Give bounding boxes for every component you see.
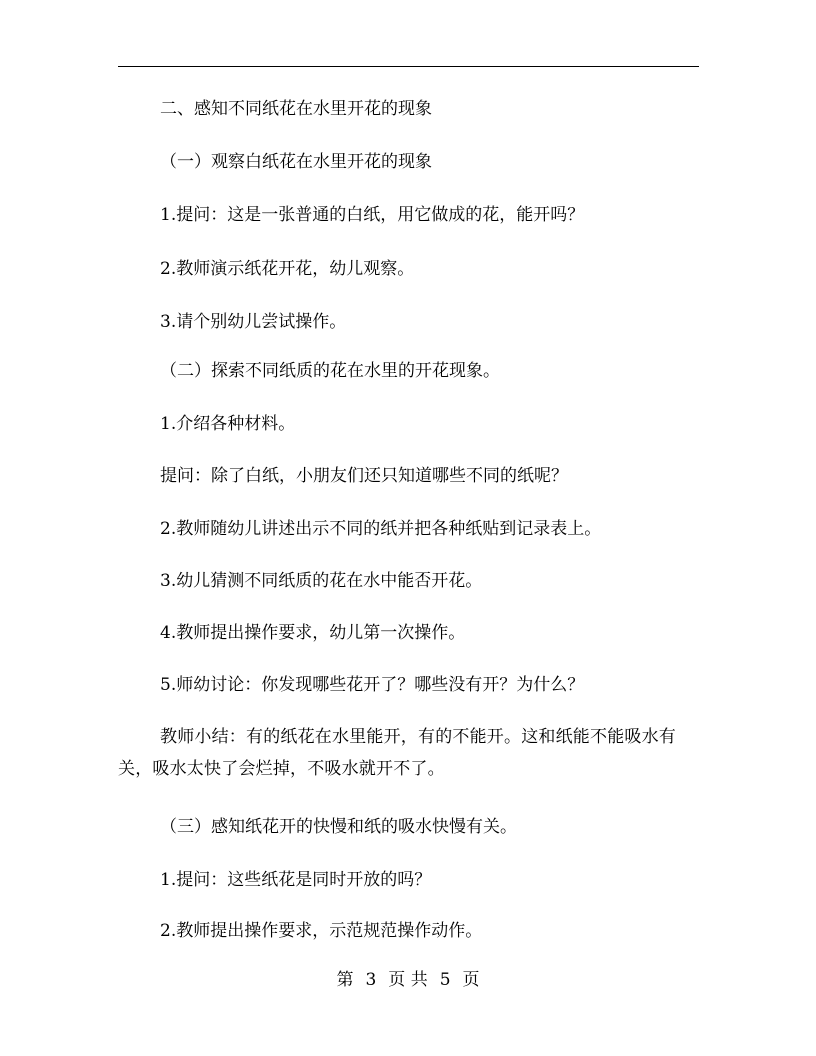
teacher-summary-paragraph: 教师小结：有的纸花在水里能开，有的不能开。这和纸能不能吸水有关，吸水太快了会烂掉，不吸水就开不了。 xyxy=(118,727,676,779)
text-line: 2.教师演示纸花开花，幼儿观察。 xyxy=(160,259,415,279)
subsection-heading-2: （二）探索不同纸质的花在水里的开花现象。 xyxy=(160,361,500,381)
footer-middle: 页 共 xyxy=(388,970,428,990)
text-line: 3.幼儿猜测不同纸质的花在水中能否开花。 xyxy=(160,571,483,591)
text-line: 5.师幼讨论：你发现哪些花开了？哪些没有开？为什么？ xyxy=(160,675,585,695)
footer-prefix: 第 xyxy=(336,970,354,990)
text-line: 2.教师随幼儿讲述出示不同的纸并把各种纸贴到记录表上。 xyxy=(160,519,602,539)
text-line: 1.提问：这些纸花是同时开放的吗？ xyxy=(160,870,432,890)
text-line: 4.教师提出操作要求，幼儿第一次操作。 xyxy=(160,623,466,643)
subsection-heading-3: （三）感知纸花开的快慢和纸的吸水快慢有关。 xyxy=(160,817,517,837)
footer-suffix: 页 xyxy=(462,970,480,990)
page-footer xyxy=(0,969,816,991)
subsection-heading-1: （一）观察白纸花在水里开花的现象 xyxy=(160,152,432,172)
header-rule xyxy=(118,66,699,67)
footer-page-number: 3 xyxy=(365,970,377,990)
footer-total-pages: 5 xyxy=(439,970,451,990)
text-line: 3.请个别幼儿尝试操作。 xyxy=(160,312,347,332)
text-line: 提问：除了白纸，小朋友们还只知道哪些不同的纸呢？ xyxy=(160,466,568,486)
text-line: 1.提问：这是一张普通的白纸，用它做成的花，能开吗？ xyxy=(160,205,585,225)
text-line: 2.教师提出操作要求，示范规范操作动作。 xyxy=(160,921,483,941)
text-line: 1.介绍各种材料。 xyxy=(160,414,296,434)
section-heading: 二、感知不同纸花在水里开花的现象 xyxy=(160,99,432,119)
